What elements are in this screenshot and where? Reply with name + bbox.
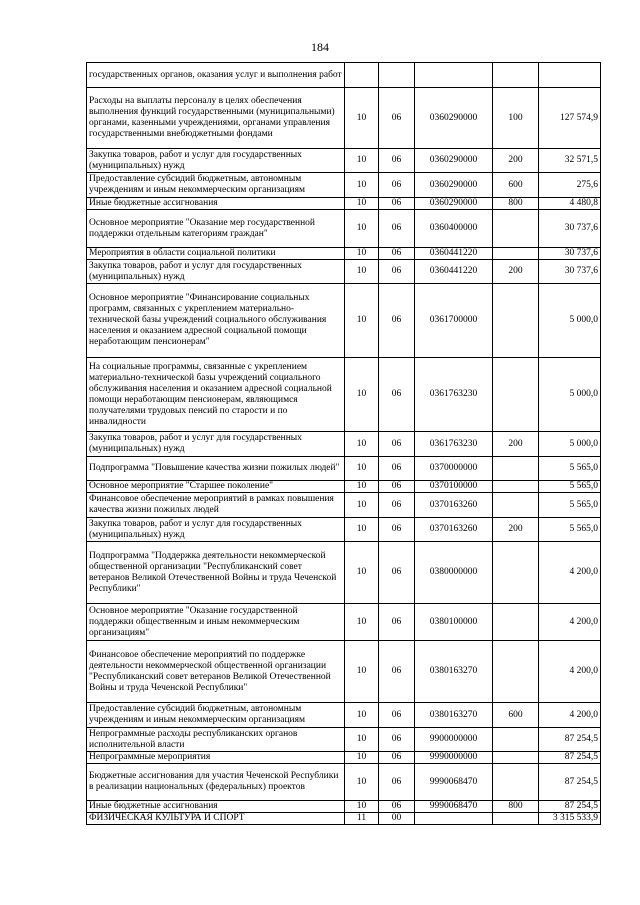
expense-type-cell: 800 (493, 801, 539, 813)
section-code-cell: 10 (345, 518, 379, 542)
row-name-cell: Подпрограмма "Поддержка деятельности некоммерческой общественной организации "Республиканский совет ветеранов Великой Отечественной Войны и труда Чеченской Республики" (87, 542, 345, 604)
subsection-code-cell (379, 63, 415, 88)
subsection-code-cell: 06 (379, 173, 415, 198)
subsection-code-cell: 06 (379, 457, 415, 481)
section-code-cell: 10 (345, 210, 379, 248)
expense-type-cell (493, 493, 539, 518)
subsection-code-cell: 06 (379, 88, 415, 149)
table-row (87, 493, 601, 518)
row-name-cell: На социальные программы, связанные с укреплением материально-технической базы учреждений социального обслуживания населения и оказанием адресной социальной помощи неработающим пенсионерам, являющимся получателями трудовых пенсий по старости и по инвалидности (87, 358, 345, 432)
section-code-cell: 10 (345, 481, 379, 493)
amount-cell: 5 565,0 (539, 518, 601, 542)
expense-type-cell (493, 481, 539, 493)
section-code-cell: 10 (345, 149, 379, 173)
section-code-cell: 10 (345, 493, 379, 518)
expense-type-cell (493, 284, 539, 358)
table-row (87, 260, 601, 284)
section-code-cell: 10 (345, 457, 379, 481)
target-article-cell: 9990068470 (415, 801, 493, 813)
row-name-cell: Расходы на выплаты персоналу в целях обеспечения выполнения функций государственными (муниципальными) органами, казенными учреждениями, органами управления государственными внебюджетными фондами (87, 88, 345, 149)
subsection-code-cell: 06 (379, 358, 415, 432)
expense-type-cell: 200 (493, 518, 539, 542)
amount-cell: 3 315 533,9 (539, 813, 601, 825)
subsection-code-cell: 06 (379, 248, 415, 260)
row-name-cell: Финансовое обеспечение мероприятий по поддержке деятельности некоммерческой общественной организации "Республиканский совет ветеранов Великой Отечественной Войны и труда Чеченской Республики" (87, 641, 345, 703)
target-article-cell: 0380100000 (415, 604, 493, 641)
row-name-cell: Предоставление субсидий бюджетным, автономным учреждениям и иным некоммерческим организациям (87, 173, 345, 198)
table-row (87, 801, 601, 813)
page-number: 184 (311, 40, 329, 54)
table-row (87, 198, 601, 210)
row-name-cell: Закупка товаров, работ и услуг для государственных (муниципальных) нужд (87, 260, 345, 284)
subsection-code-cell: 06 (379, 260, 415, 284)
section-code-cell: 10 (345, 248, 379, 260)
row-name-cell: Иные бюджетные ассигнования (87, 198, 345, 210)
section-code-cell: 10 (345, 284, 379, 358)
row-name-cell: Иные бюджетные ассигнования (87, 801, 345, 813)
row-name-cell: Непрограммные мероприятия (87, 752, 345, 764)
table-row (87, 358, 601, 432)
row-name-cell: Закупка товаров, работ и услуг для государственных (муниципальных) нужд (87, 518, 345, 542)
subsection-code-cell: 06 (379, 728, 415, 752)
section-code-cell: 10 (345, 260, 379, 284)
table-row (87, 604, 601, 641)
amount-cell: 30 737,6 (539, 210, 601, 248)
table-row (87, 542, 601, 604)
target-article-cell: 0361763230 (415, 358, 493, 432)
amount-cell: 5 565,0 (539, 493, 601, 518)
target-article-cell: 0361700000 (415, 284, 493, 358)
amount-cell: 275,6 (539, 173, 601, 198)
expense-type-cell (493, 63, 539, 88)
table-row (87, 149, 601, 173)
target-article-cell: 0380163270 (415, 703, 493, 728)
subsection-code-cell: 06 (379, 801, 415, 813)
subsection-code-cell: 06 (379, 542, 415, 604)
subsection-code-cell: 06 (379, 604, 415, 641)
subsection-code-cell: 06 (379, 703, 415, 728)
target-article-cell: 0370000000 (415, 457, 493, 481)
section-code-cell: 10 (345, 358, 379, 432)
section-code-cell: 10 (345, 173, 379, 198)
expense-type-cell (493, 248, 539, 260)
expense-type-cell (493, 358, 539, 432)
target-article-cell: 0380163270 (415, 641, 493, 703)
budget-table-body (87, 63, 601, 825)
subsection-code-cell: 06 (379, 518, 415, 542)
target-article-cell: 0380000000 (415, 542, 493, 604)
section-code-cell: 10 (345, 641, 379, 703)
amount-cell: 32 571,5 (539, 149, 601, 173)
amount-cell: 127 574,9 (539, 88, 601, 149)
table-row (87, 703, 601, 728)
table-row (87, 641, 601, 703)
row-name-cell: государственных органов, оказания услуг и выполнения работ (87, 63, 345, 88)
subsection-code-cell: 06 (379, 493, 415, 518)
amount-cell: 5 000,0 (539, 432, 601, 457)
subsection-code-cell: 06 (379, 198, 415, 210)
amount-cell: 4 200,0 (539, 703, 601, 728)
target-article-cell: 0370163260 (415, 518, 493, 542)
row-name-cell: Мероприятия в области социальной политики (87, 248, 345, 260)
section-code-cell: 10 (345, 703, 379, 728)
target-article-cell: 0360290000 (415, 173, 493, 198)
target-article-cell: 0361763230 (415, 432, 493, 457)
expense-type-cell (493, 604, 539, 641)
subsection-code-cell: 06 (379, 210, 415, 248)
table-row (87, 481, 601, 493)
expense-type-cell (493, 641, 539, 703)
amount-cell: 5 565,0 (539, 481, 601, 493)
target-article-cell: 0370100000 (415, 481, 493, 493)
amount-cell: 87 254,5 (539, 728, 601, 752)
section-code-cell: 10 (345, 542, 379, 604)
amount-cell: 30 737,6 (539, 248, 601, 260)
section-code-cell: 10 (345, 764, 379, 801)
row-name-cell: Основное мероприятие "Старшее поколение" (87, 481, 345, 493)
expense-type-cell (493, 210, 539, 248)
amount-cell: 5 000,0 (539, 284, 601, 358)
section-code-cell: 10 (345, 752, 379, 764)
row-name-cell: Предоставление субсидий бюджетным, автономным учреждениям и иным некоммерческим организациям (87, 703, 345, 728)
table-row (87, 752, 601, 764)
section-code-cell: 10 (345, 198, 379, 210)
row-name-cell: Закупка товаров, работ и услуг для государственных (муниципальных) нужд (87, 149, 345, 173)
subsection-code-cell: 06 (379, 432, 415, 457)
table-row (87, 88, 601, 149)
table-row (87, 173, 601, 198)
subsection-code-cell: 06 (379, 284, 415, 358)
target-article-cell (415, 63, 493, 88)
section-code-cell: 11 (345, 813, 379, 825)
target-article-cell: 9990068470 (415, 764, 493, 801)
target-article-cell: 9900000000 (415, 728, 493, 752)
row-name-cell: ФИЗИЧЕСКАЯ КУЛЬТУРА И СПОРТ (87, 813, 345, 825)
row-name-cell: Основное мероприятие "Оказание государственной поддержки общественным и иным некоммерческим организациям" (87, 604, 345, 641)
table-row (87, 432, 601, 457)
target-article-cell: 0360290000 (415, 198, 493, 210)
target-article-cell: 0360441220 (415, 248, 493, 260)
subsection-code-cell: 06 (379, 752, 415, 764)
subsection-code-cell: 06 (379, 149, 415, 173)
expense-type-cell (493, 764, 539, 801)
amount-cell: 5 565,0 (539, 457, 601, 481)
table-row (87, 248, 601, 260)
amount-cell: 87 254,5 (539, 801, 601, 813)
row-name-cell: Финансовое обеспечение мероприятий в рамках повышения качества жизни пожилых людей (87, 493, 345, 518)
amount-cell: 5 000,0 (539, 358, 601, 432)
expense-type-cell (493, 752, 539, 764)
row-name-cell: Непрограммные расходы республиканских органов исполнительной власти (87, 728, 345, 752)
expense-type-cell: 600 (493, 173, 539, 198)
target-article-cell (415, 813, 493, 825)
expense-type-cell (493, 542, 539, 604)
amount-cell: 4 200,0 (539, 641, 601, 703)
subsection-code-cell: 06 (379, 481, 415, 493)
row-name-cell: Бюджетные ассигнования для участия Чеченской Республики в реализации национальных (федеральных) проектов (87, 764, 345, 801)
target-article-cell: 0360290000 (415, 88, 493, 149)
section-code-cell: 10 (345, 801, 379, 813)
subsection-code-cell: 00 (379, 813, 415, 825)
table-row (87, 518, 601, 542)
amount-cell: 87 254,5 (539, 752, 601, 764)
table-row (87, 63, 601, 88)
target-article-cell: 9990000000 (415, 752, 493, 764)
expense-type-cell: 200 (493, 149, 539, 173)
amount-cell: 4 200,0 (539, 604, 601, 641)
amount-cell: 4 480,8 (539, 198, 601, 210)
target-article-cell: 0360290000 (415, 149, 493, 173)
row-name-cell: Подпрограмма "Повышение качества жизни пожилых людей" (87, 457, 345, 481)
amount-cell (539, 63, 601, 88)
row-name-cell: Основное мероприятие "Финансирование социальных программ, связанных с укреплением материально-технической базы учреждений социального обслуживания населения и оказанием адресной социальной помощи неработающим пенсионерам" (87, 284, 345, 358)
table-row (87, 764, 601, 801)
table-row (87, 284, 601, 358)
subsection-code-cell: 06 (379, 764, 415, 801)
amount-cell: 87 254,5 (539, 764, 601, 801)
expense-type-cell: 600 (493, 703, 539, 728)
expense-type-cell (493, 728, 539, 752)
target-article-cell: 0360400000 (415, 210, 493, 248)
row-name-cell: Закупка товаров, работ и услуг для государственных (муниципальных) нужд (87, 432, 345, 457)
expense-type-cell: 200 (493, 432, 539, 457)
expense-type-cell (493, 813, 539, 825)
amount-cell: 30 737,6 (539, 260, 601, 284)
table-row (87, 813, 601, 825)
section-code-cell: 10 (345, 604, 379, 641)
amount-cell: 4 200,0 (539, 542, 601, 604)
expense-type-cell: 100 (493, 88, 539, 149)
target-article-cell: 0370163260 (415, 493, 493, 518)
expense-type-cell (493, 457, 539, 481)
section-code-cell: 10 (345, 88, 379, 149)
subsection-code-cell: 06 (379, 641, 415, 703)
budget-table (86, 62, 601, 825)
expense-type-cell: 800 (493, 198, 539, 210)
table-row (87, 457, 601, 481)
target-article-cell: 0360441220 (415, 260, 493, 284)
section-code-cell (345, 63, 379, 88)
table-row (87, 210, 601, 248)
table-row (87, 728, 601, 752)
section-code-cell: 10 (345, 728, 379, 752)
section-code-cell: 10 (345, 432, 379, 457)
row-name-cell: Основное мероприятие "Оказание мер государственной поддержки отдельным категориям граждан" (87, 210, 345, 248)
expense-type-cell: 200 (493, 260, 539, 284)
